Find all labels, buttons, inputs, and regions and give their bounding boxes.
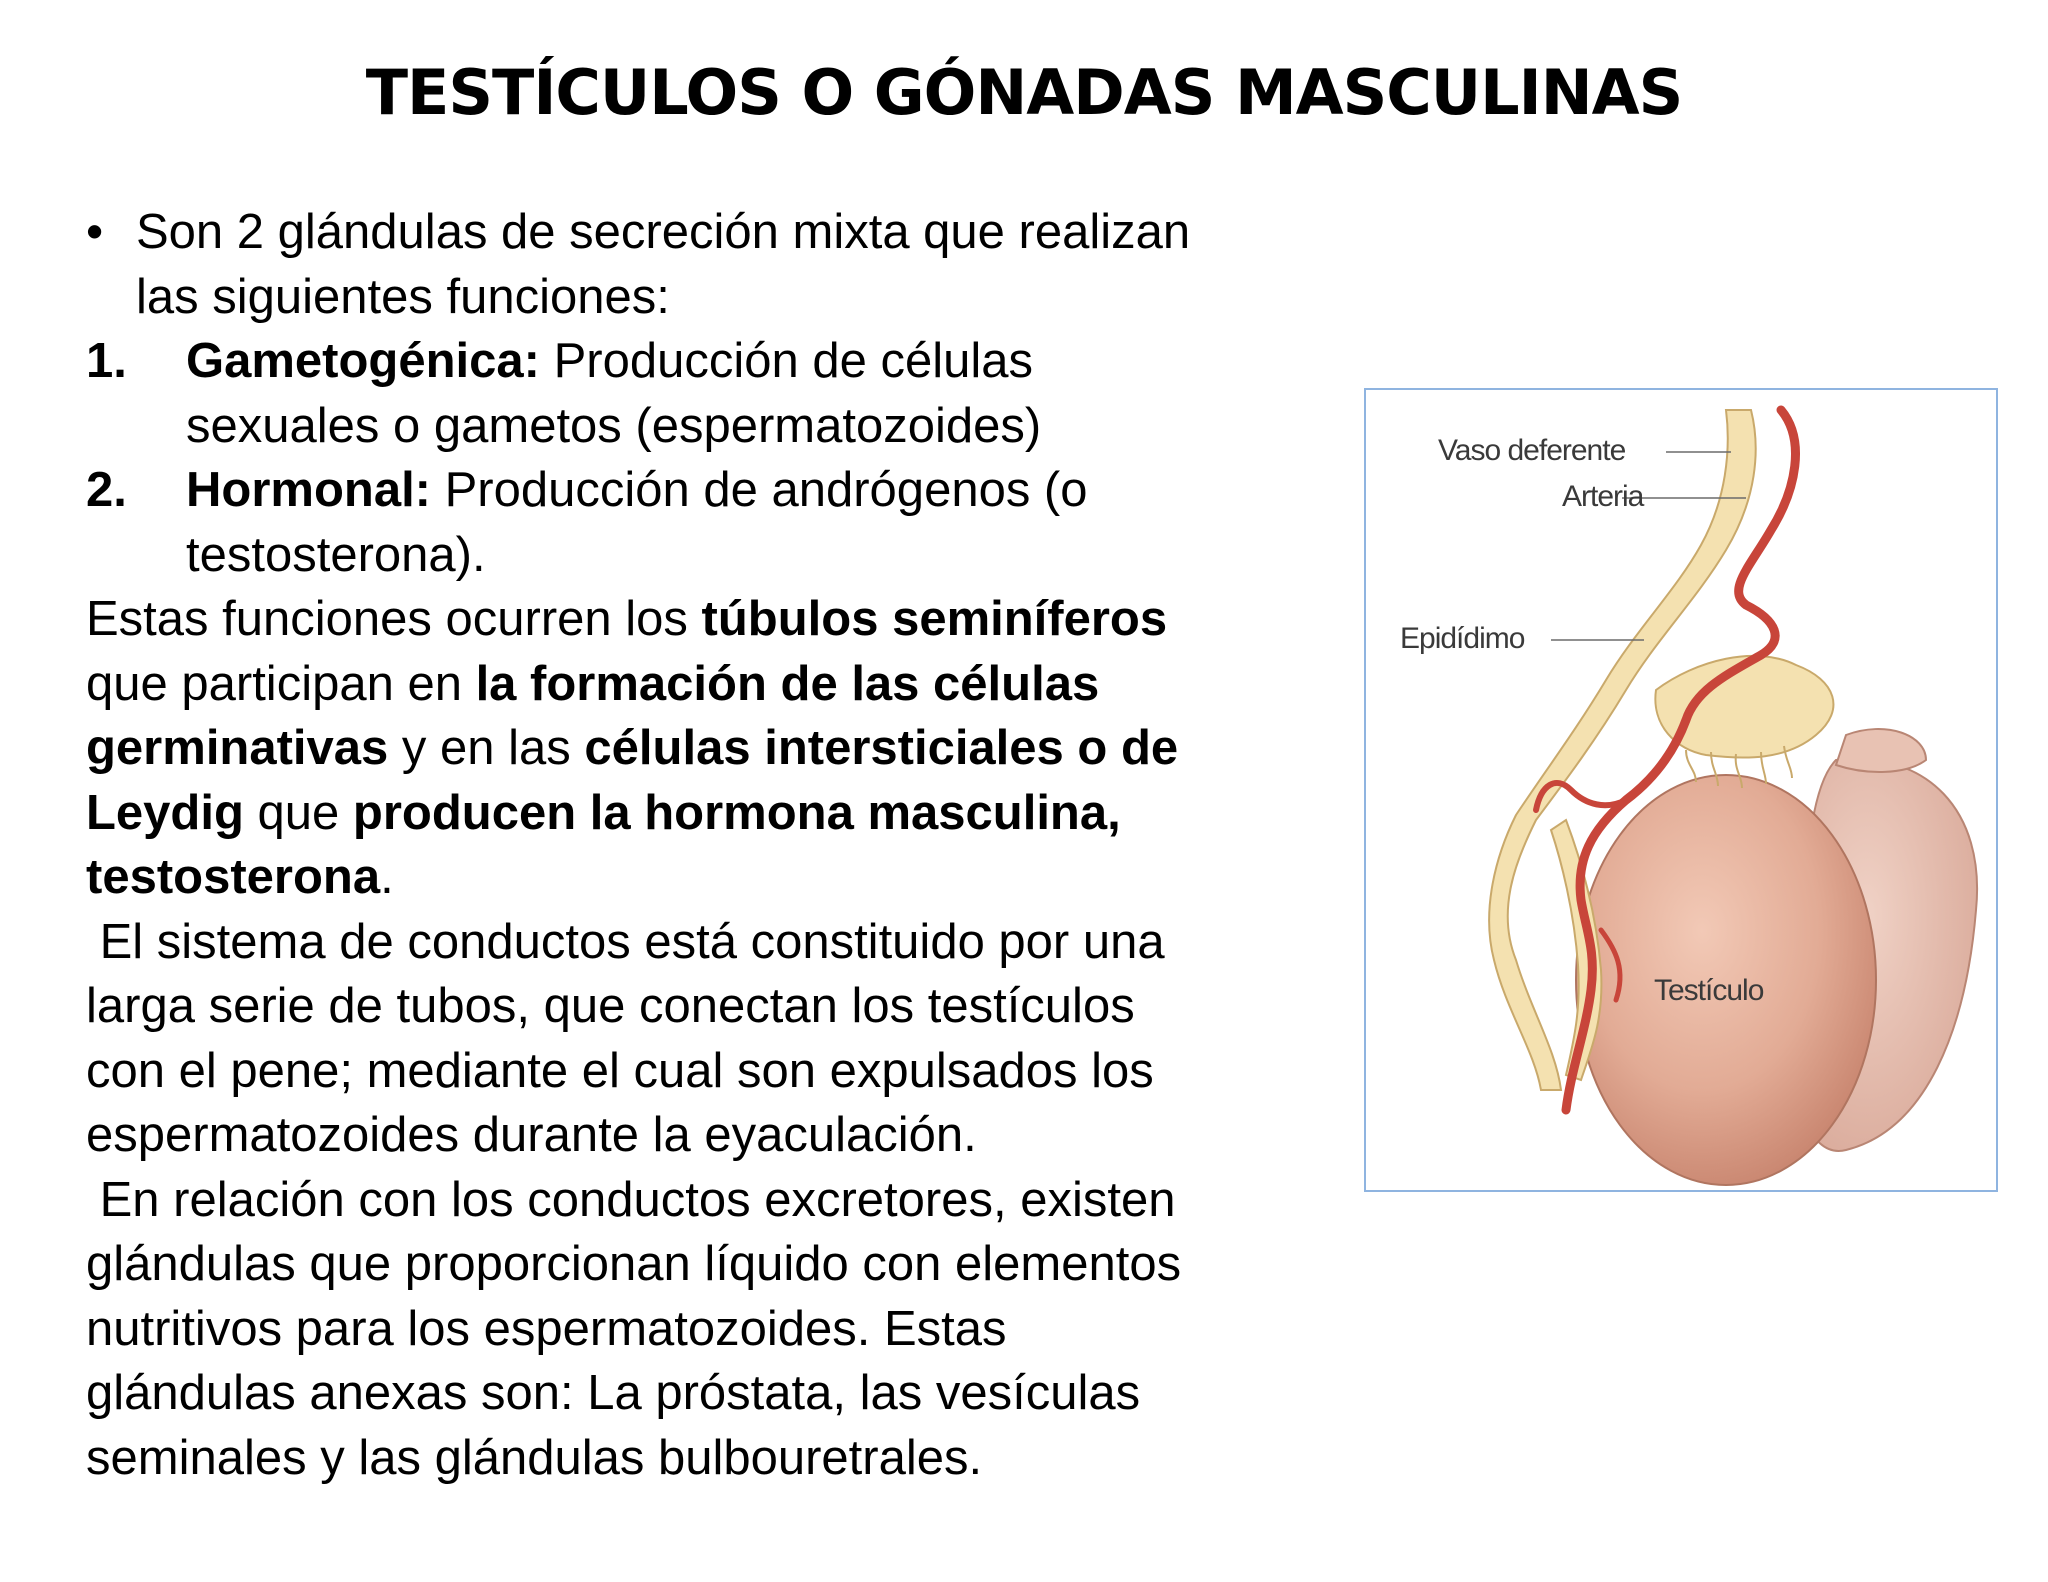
paragraph-1-line-3 — [86, 716, 1336, 781]
label-vaso-deferente: Vaso deferente — [1438, 434, 1626, 467]
paragraph-3-line: glándulas que proporcionan líquido con elementos — [86, 1237, 1182, 1291]
p1-text: Estas funciones ocurren los — [86, 592, 702, 646]
p1-bold: Leydig — [86, 785, 244, 840]
testis-illustration — [1366, 390, 1996, 1190]
paragraph-3-line: En relación con los conductos excretores, existen — [86, 1172, 1176, 1227]
p1-bold: la formación de las células — [475, 656, 1100, 711]
paragraph-3-line: nutritivos para los espermatozoides. Estas — [86, 1301, 1007, 1356]
function-2-line-1 — [86, 458, 1336, 523]
intro-bullet-line-1 — [86, 200, 1336, 265]
p1-text: que participan en — [86, 656, 476, 711]
function-1-number: 1. — [86, 334, 127, 388]
paragraph-1-line-2 — [86, 652, 1336, 717]
p1-bold: germinativas — [86, 721, 389, 775]
paragraph-3-line: seminales y las glándulas bulbouretrales. — [86, 1430, 983, 1485]
paragraph-2-line: espermatozoides durante la eyaculación. — [86, 1108, 977, 1162]
function-2-desc: Producción de andrógenos (o — [431, 463, 1088, 517]
function-2-name: Hormonal: — [186, 463, 431, 517]
function-1-desc-2: sexuales o gametos (espermatozoides) — [186, 398, 1042, 453]
p1-text: y en las — [388, 721, 585, 775]
label-testiculo: Testículo — [1654, 974, 1764, 1007]
p1-bold: producen la hormona masculina, — [352, 785, 1121, 840]
slide-title: TESTÍCULOS O GÓNADAS MASCULINAS — [365, 56, 1683, 129]
p1-bold: células intersticiales o de — [584, 721, 1179, 775]
function-1-desc: Producción de células — [539, 334, 1033, 388]
label-epididimo: Epidídimo — [1400, 622, 1525, 655]
bullet-mark: • — [86, 205, 104, 259]
paragraph-3-line: glándulas anexas son: La próstata, las vesículas — [86, 1366, 1141, 1420]
function-1-name: Gametogénica: — [186, 334, 540, 388]
p1-bold: testosterona — [86, 850, 381, 904]
function-1-line-2 — [86, 394, 1336, 459]
slide-body — [86, 200, 1336, 1490]
paragraph-2-line: con el pene; mediante el cual son expulsados los — [86, 1043, 1154, 1098]
testis-anatomy-figure — [1364, 388, 1998, 1192]
intro-bullet-line-2 — [86, 265, 1336, 330]
function-2-line-2 — [86, 523, 1336, 588]
p1-bold: túbulos seminíferos — [701, 592, 1168, 646]
function-1-line-1 — [86, 329, 1336, 394]
paragraph-1-line-5 — [86, 845, 1336, 910]
epididymis-head — [1655, 656, 1833, 758]
paragraph-1-line-1 — [86, 587, 1336, 652]
function-2-desc-2: testosterona). — [186, 527, 486, 582]
paragraph-1-line-4 — [86, 781, 1336, 846]
p1-text: . — [380, 850, 394, 904]
function-2-number: 2. — [86, 463, 127, 517]
intro-text-2: las siguientes funciones: — [136, 269, 670, 324]
label-arteria: Arteria — [1562, 480, 1644, 513]
paragraph-2-line: El sistema de conductos está constituido por una — [86, 914, 1165, 969]
paragraph-2-line: larga serie de tubos, que conectan los testículos — [86, 979, 1135, 1033]
p1-text: que — [243, 785, 353, 840]
intro-text-1: Son 2 glándulas de secreción mixta que realizan — [136, 205, 1191, 259]
tunica-cap — [1836, 729, 1926, 772]
